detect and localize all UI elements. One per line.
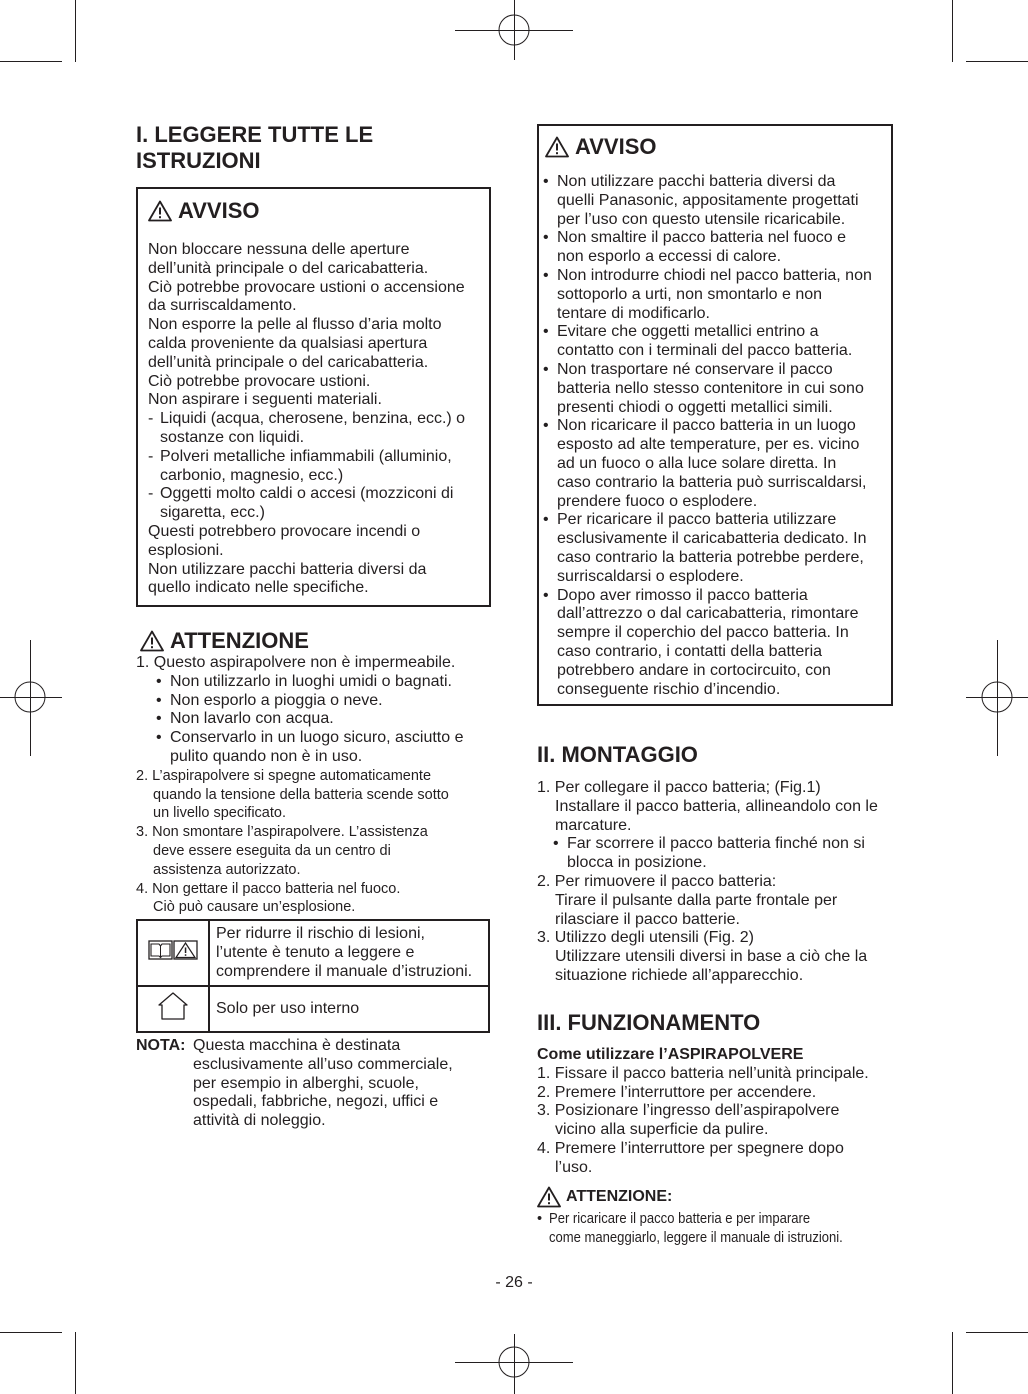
house-icon — [157, 991, 189, 1021]
avviso-box-1-text: Non bloccare nessuna delle aperture dell’unità principale o del caricabatteria. Ciò potrebbe provocare ustioni o accensione da surriscaldamento. Non esporre la pelle al flusso d’aria molto calda proveniente da qualsiasi apertura dell’unità principale o del caricabatteria. Ciò potrebbe provocare ustioni. Non aspirare i seguenti materiali. - Liquidi (acqua, cherosene, benzina, ecc.) o sostanze con liquidi. - Polveri metalliche infiammabili (alluminio, carbonio, magnesio, ecc.) - Oggetti molto caldi o accesi (mozziconi di sigaretta, ecc.) Questi potrebbero provocare incendi o esplosioni. Non utilizzare pacchi batteria diversi da quello indicato nelle specifiche. — [148, 241, 488, 598]
montaggio-list: 1. Per collegare il pacco batteria; (Fig.1) Installare il pacco batteria, allineandolo con le marcature. • Far scorrere il pacco batteria finché non si blocca in posizione. 2. Per rimuovere il pacco batteria: Tirare il pulsante dalla parte frontale per rilasciare il pacco batterie. 3. Utilizzo degli utensili (Fig. 2) Utilizzare utensili diversi in base a ciò che la situazione richiede all’apparecchio. — [537, 779, 878, 984]
section3-title: III. FUNZIONAMENTO — [537, 1010, 761, 1035]
symbols-table — [136, 919, 490, 1033]
list-item: • Dopo aver rimosso il pacco batteria dall’attrezzo o dal caricabatteria, rimontare sempre il coperchio del pacco batteria. In caso contrario, i contatti della batteria potrebbero andare in cortocircuito, con conseguente rischio d’incendio. — [543, 586, 859, 698]
funzionamento-block: Come utilizzare l’ASPIRAPOLVERE 1. Fissare il pacco batteria nell’unità principale. 2. Premere l’interruttore per accendere. 3. Posizionare l’ingresso dell’aspirapolvere vicino alla superficie da pulire. 4. Premere l’interruttore per spegnere dopo l’uso. — [537, 1046, 897, 1178]
attenzione-title: ATTENZIONE — [140, 628, 309, 654]
list-item: - Liquidi (acqua, cherosene, benzina, ecc.) o sostanze con liquidi. — [148, 410, 466, 446]
manual-warning-icon — [148, 938, 198, 962]
table-row: Solo per uso interno — [137, 986, 489, 1032]
list-item: • Non utilizzare pacchi batteria diversi da quelli Panasonic, appositamente progettati per l’uso con questo utensile ricaricabile. — [543, 173, 859, 228]
attenzione-list: 1. Questo aspirapolvere non è impermeabile. • Non utilizzarlo in luoghi umidi o bagnati. • Non esporlo a pioggia o neve. • Non lavarlo con acqua. • Conservarlo in un luogo sicuro, asciutto e pulito quando non è in uso. 2. L’aspirapolvere si spegne automaticamente quando la tensione della batteria scende sotto un livello specificato. 3. Non smontare l’aspirapolvere. L’assistenza deve essere eseguita da un centro di assistenza autorizzato. 4. Non gettare il pacco batteria nel fuoco. Ciò può causare un’esplosione. — [136, 654, 464, 916]
section2-title: II. MONTAGGIO — [537, 742, 698, 767]
page-number: - 26 - — [495, 1274, 533, 1291]
list-item: - Oggetti molto caldi o accesi (mozziconi di sigaretta, ecc.) — [148, 485, 454, 522]
warning-icon — [148, 200, 172, 222]
list-item: - Polveri metalliche infiammabili (alluminio, carbonio, magnesio, ecc.) — [148, 447, 452, 484]
warning-icon — [140, 630, 164, 652]
list-item: • Non ricaricare il pacco batteria in un luogo esposto ad alte temperature, per es. vicino ad un fuoco o alla luce solare diretta. In caso contrario la batteria può surriscaldarsi, prendere fuoco o esplodere. — [543, 417, 867, 510]
funzionamento-subtitle: Come utilizzare l’ASPIRAPOLVERE — [537, 1046, 804, 1063]
nota-block: NOTA: Questa macchina è destinata esclusivamente all’uso commerciale, per esempio in alberghi, scuole, ospedali, fabbriche, negozi, uffici e attività di noleggio. — [136, 1037, 453, 1130]
section1-title: I. LEGGERE TUTTE LE ISTRUZIONI — [136, 122, 374, 173]
avviso-box-2-title: AVVISO — [545, 134, 657, 160]
avviso-box-1-title: AVVISO — [148, 198, 260, 224]
attenzione-note-title: ATTENZIONE: — [537, 1186, 672, 1208]
avviso-box-2-list — [539, 173, 889, 699]
list-item: • Per ricaricare il pacco batteria utilizzare esclusivamente il caricabatteria dedicato. In caso contrario la batteria potrebbe perdere, surriscaldarsi o esplodere. — [543, 511, 867, 585]
list-item: • Non introdurre chiodi nel pacco batteria, non sottoporlo a urti, non smontarlo e non tentare di modificarlo. — [543, 266, 872, 322]
list-item: • Non trasportare né conservare il pacco batteria nello stesso contenitore in cui sono presenti chiodi o oggetti metallici simili. — [543, 360, 864, 416]
warning-icon — [545, 136, 569, 158]
table-row: Per ridurre il rischio di lesioni, l’utente è tenuto a leggere e comprendere il manuale d’istruzioni. — [137, 920, 489, 986]
warning-icon — [537, 1186, 561, 1208]
list-item: • Evitare che oggetti metallici entrino a contatto con i terminali del pacco batteria. — [543, 323, 853, 360]
nota-label: NOTA: — [136, 1037, 186, 1054]
list-item: • Non smaltire il pacco batteria nel fuoco e non esporlo a eccessi di calore. — [543, 229, 847, 266]
attenzione-note-text: • Per ricaricare il pacco batteria e per imparare come maneggiarlo, leggere il manuale di istruzioni. — [537, 1211, 843, 1246]
